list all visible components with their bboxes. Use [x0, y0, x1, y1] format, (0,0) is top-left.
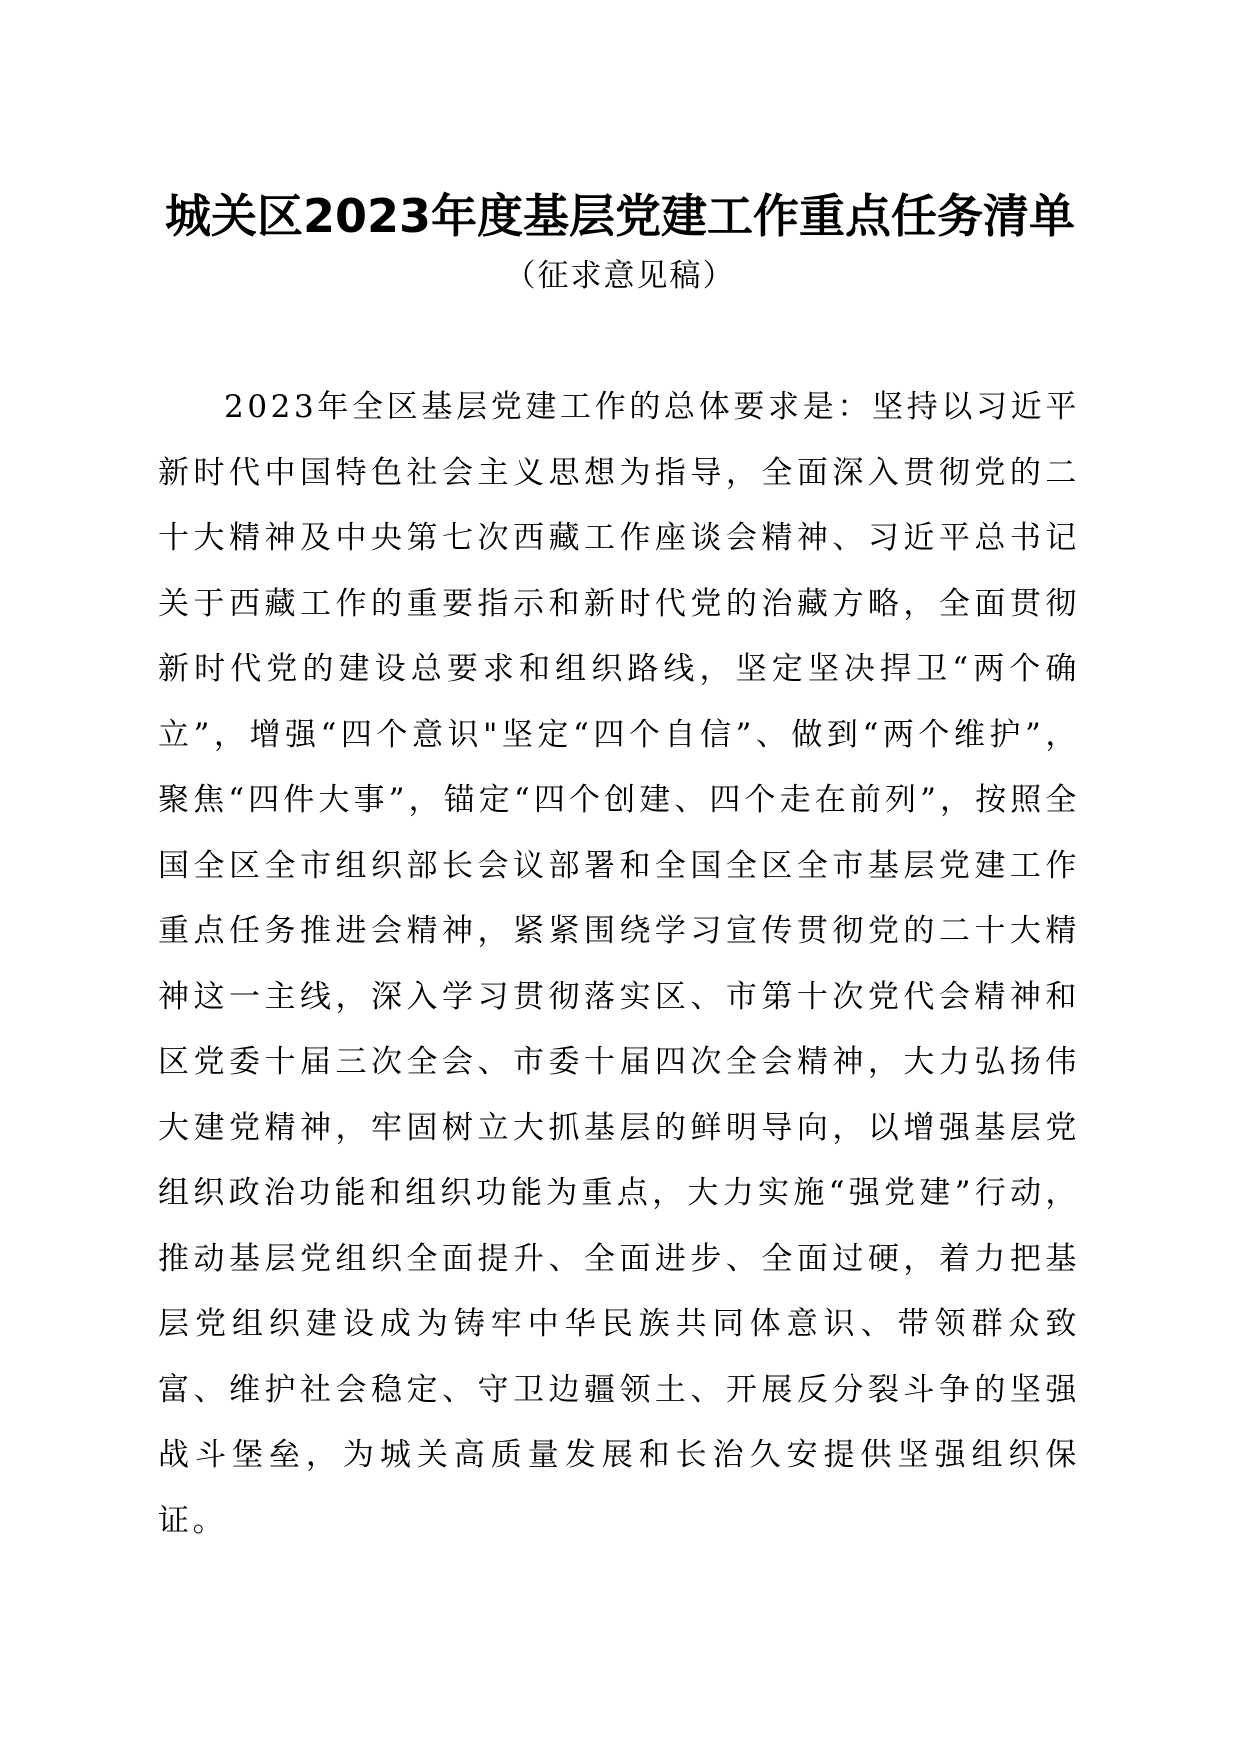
document-title: 城关区2023年度基层党建工作重点任务清单 — [164, 189, 1076, 243]
document-subtitle: （征求意见稿） — [504, 258, 736, 294]
body-paragraph: 2023年全区基层党建工作的总体要求是：坚持以习近平新时代中国特色社会主义思想为指导，全面深入贯彻党的二十大精神及中央第七次西藏工作座谈会精神、习近平总书记关于西藏工作的重要指示和新时代党的治藏方略，全面贯彻新时代党的建设总要求和组织路线，坚定坚决捍卫“两个确立”，增强“四个意识"坚定“四个自信”、做到“两个维护”，聚焦“四件大事”，锚定“四个创建、四个走在前列”，按照全国全区全市组织部长会议部署和全国全区全市基层党建工作重点任务推进会精神，紧紧围绕学习宣传贯彻党的二十大精神这一主线，深入学习贯彻落实区、市第十次党代会精神和区党委十届三次全会、市委十届四次全会精神，大力弘扬伟大建党精神，牢固树立大抓基层的鲜明导向，以增强基层党组织政治功能和组织功能为重点，大力实施“强党建”行动，推动基层党组织全面提升、全面进步、全面过硬，着力把基层党组织建设成为铸牢中华民族共同体意识、带领群众致富、维护社会稳定、守卫边疆领土、开展反分裂斗争的坚强战斗堡垒，为城关高质量发展和长治久安提供坚强组织保证。 — [158, 389, 1080, 1539]
